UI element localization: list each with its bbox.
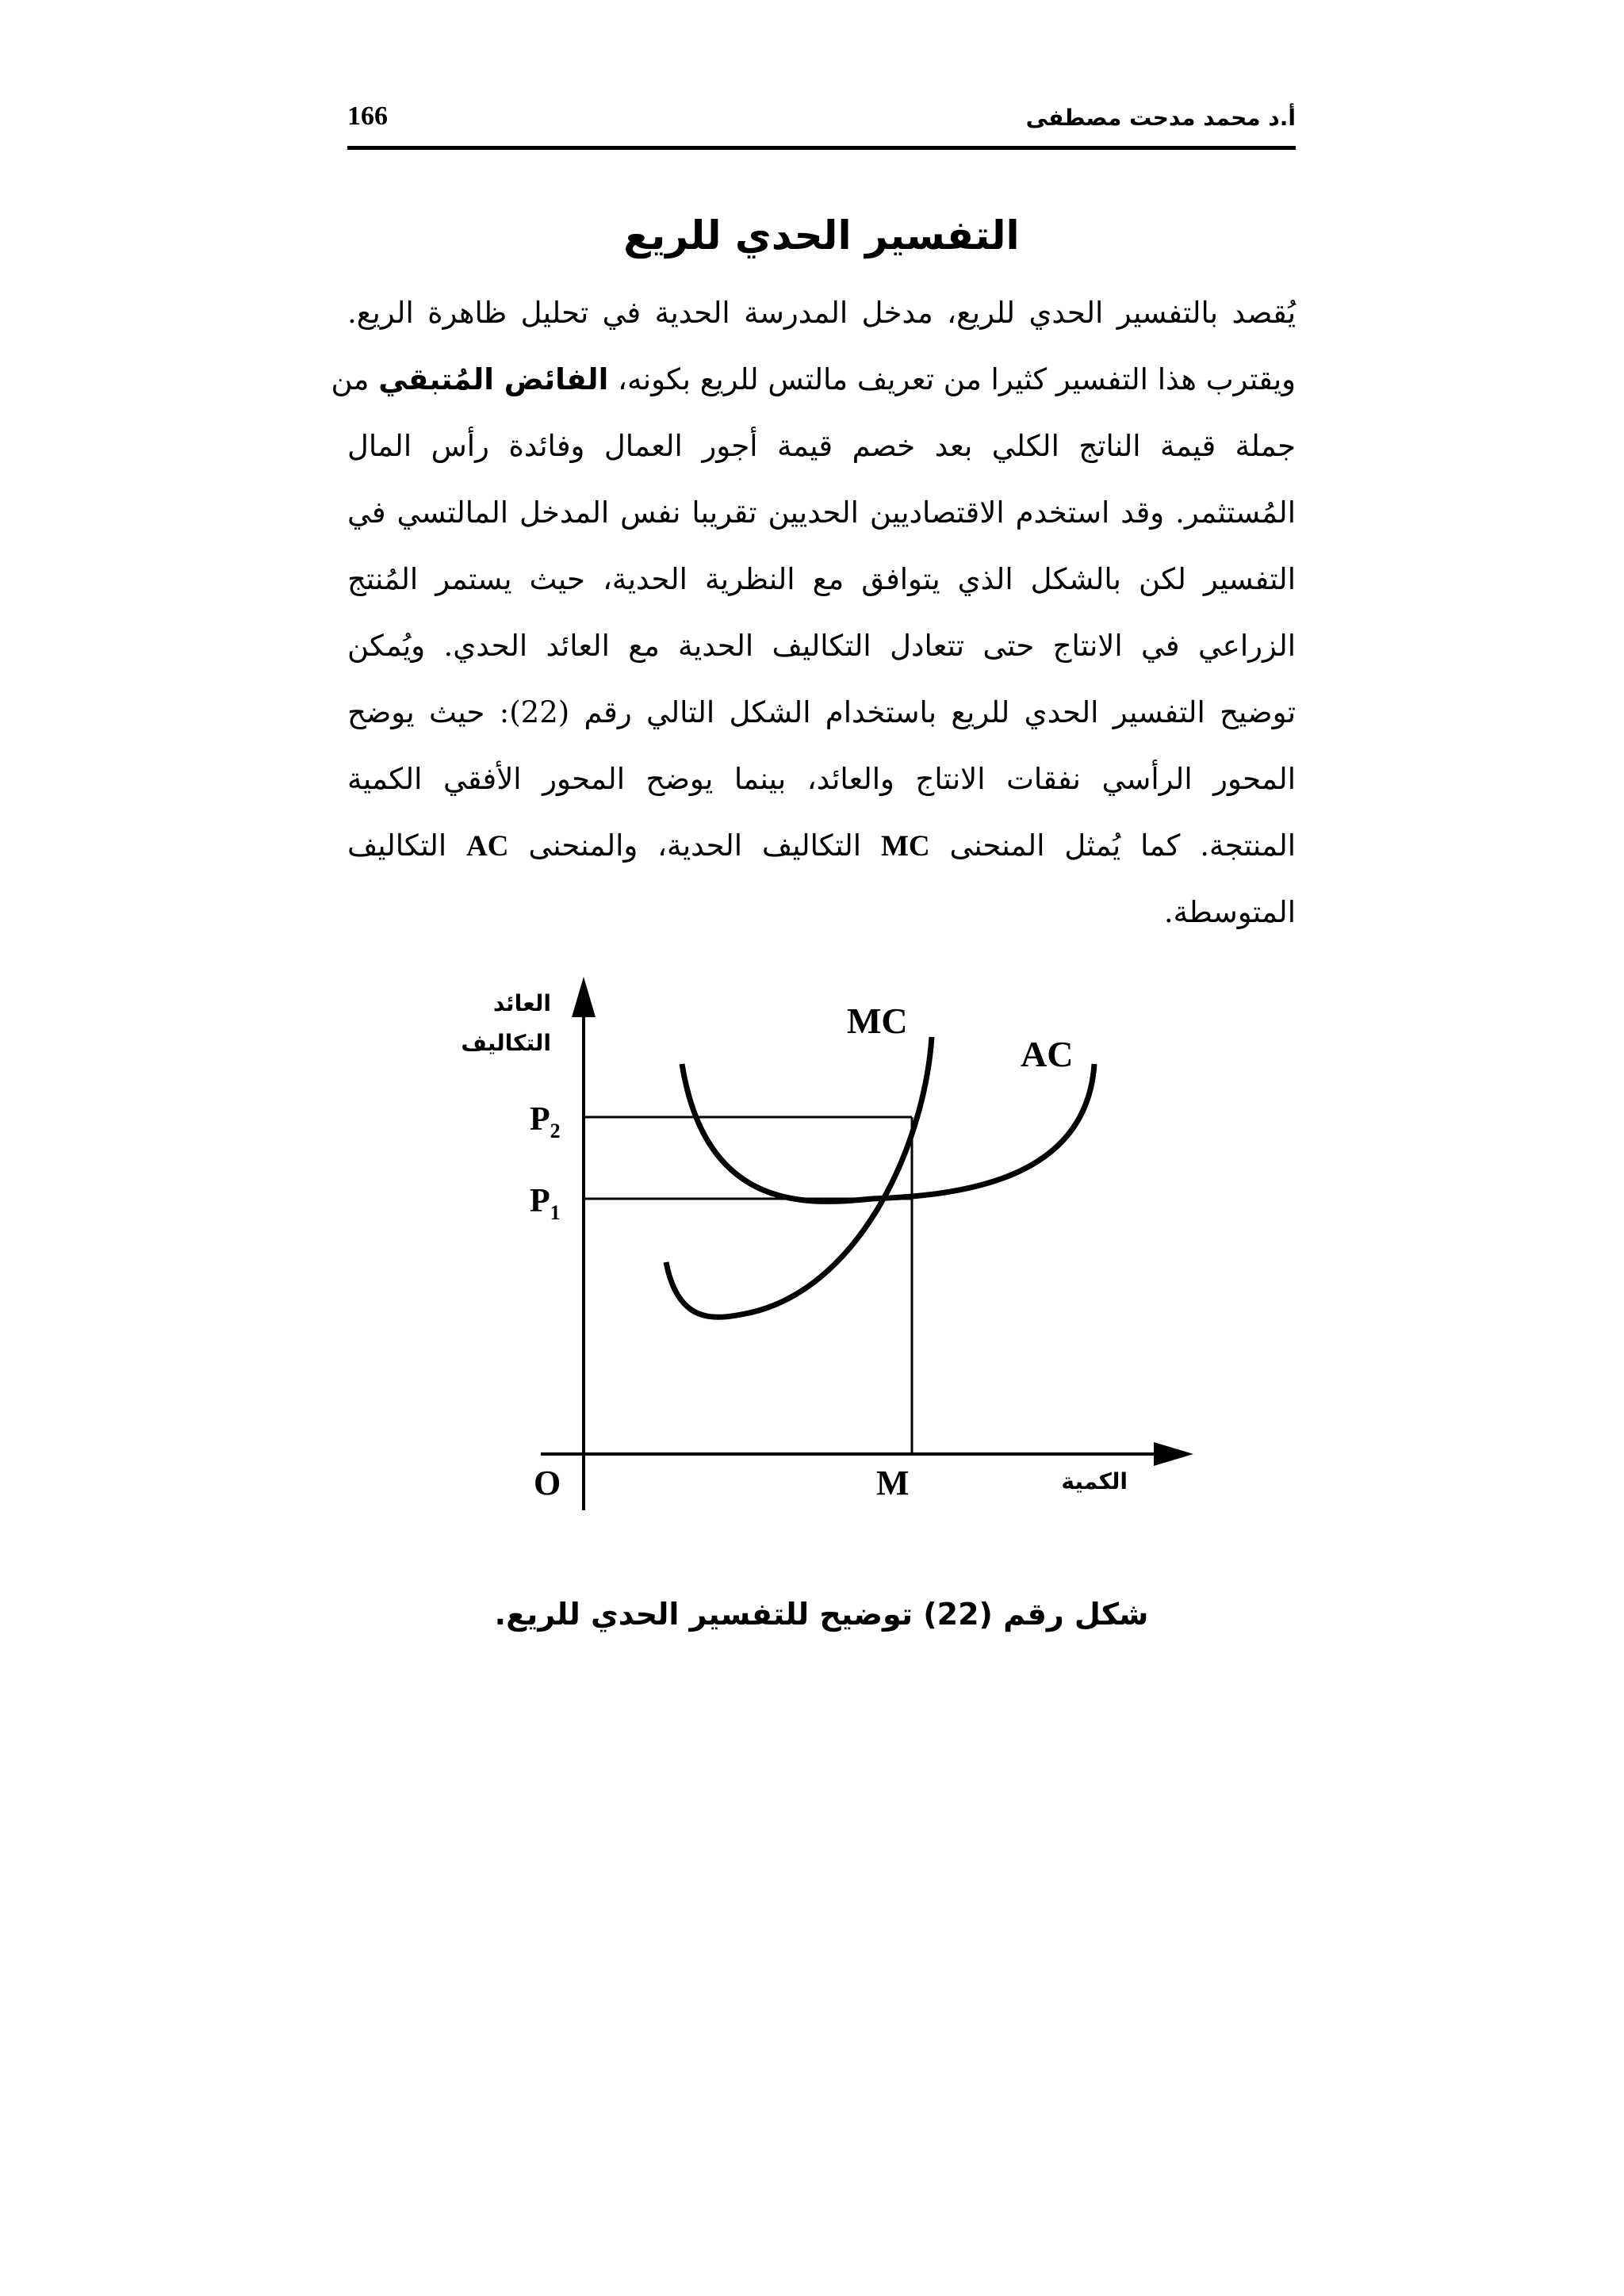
mc-curve — [666, 1037, 932, 1317]
p1-sub: 1 — [550, 1201, 561, 1224]
page-number: 166 — [347, 101, 388, 131]
y-axis-label-1: العائد — [492, 990, 551, 1016]
m-label: M — [876, 1464, 910, 1502]
paragraph-line: جملة قيمة الناتج الكلي بعد خصم قيمة أجور العمال وفائدة رأس المال — [347, 429, 1296, 463]
ac-label: AC — [1021, 1034, 1074, 1074]
p1-label — [530, 1183, 561, 1224]
p2-label — [530, 1101, 561, 1142]
ac-term: AC — [466, 830, 509, 863]
paragraph-line: التفسير لكن بالشكل الذي يتوافق مع النظرية الحدية، حيث يستمر المُنتج — [347, 562, 1296, 596]
text-run: ويقترب هذا التفسير كثيرا من تعريف مالتس للريع بكونه، — [618, 362, 1296, 396]
paragraph-line: يُقصد بالتفسير الحدي للريع، مدخل المدرسة الحدية في تحليل ظاهرة الريع. — [347, 296, 1296, 330]
author-name: أ.د محمد مدحت مصطفى — [1025, 105, 1296, 131]
p2-sub: 2 — [550, 1119, 561, 1142]
x-axis-label: الكمية — [1061, 1468, 1128, 1494]
emphasis-text: الفائض المُتبقي — [378, 362, 609, 396]
text-run: من — [331, 362, 370, 396]
paragraph-line: الزراعي في الانتاج حتى تتعادل التكاليف الحدية مع العائد الحدي. ويُمكن — [347, 629, 1296, 663]
paragraph-line: توضيح التفسير الحدي للريع باستخدام الشكل التالي رقم (22): حيث يوضح — [347, 695, 1297, 729]
x-axis-arrow — [1154, 1442, 1193, 1466]
text-run: المنتجة. كما يُمثل المنحنى — [949, 828, 1296, 863]
section-title: التفسير الحدي للريع — [623, 212, 1020, 258]
origin-label: O — [534, 1464, 561, 1502]
p1-main: P — [530, 1183, 550, 1219]
y-axis-arrow — [572, 977, 596, 1017]
paragraph-line: المُستثمر. وقد استخدم الاقتصاديين الحديين تقريبا نفس المدخل المالتسي في — [347, 496, 1296, 530]
text-run: التكاليف الحدية، والمنحنى — [528, 828, 862, 863]
figure-caption: شكل رقم (22) توضيح للتفسير الحدي للريع. — [494, 1597, 1149, 1632]
text-run: التكاليف — [347, 828, 447, 863]
p2-main: P — [530, 1101, 550, 1138]
ac-curve — [682, 1064, 1094, 1201]
y-axis-label-2: التكاليف — [461, 1030, 551, 1056]
paragraph-line: المتوسطة. — [1163, 895, 1296, 929]
mc-term: MC — [880, 830, 930, 863]
mc-label: MC — [847, 1001, 908, 1041]
paragraph-line: المحور الرأسي نفقات الانتاج والعائد، بينما يوضح المحور الأفقي الكمية — [347, 762, 1296, 796]
